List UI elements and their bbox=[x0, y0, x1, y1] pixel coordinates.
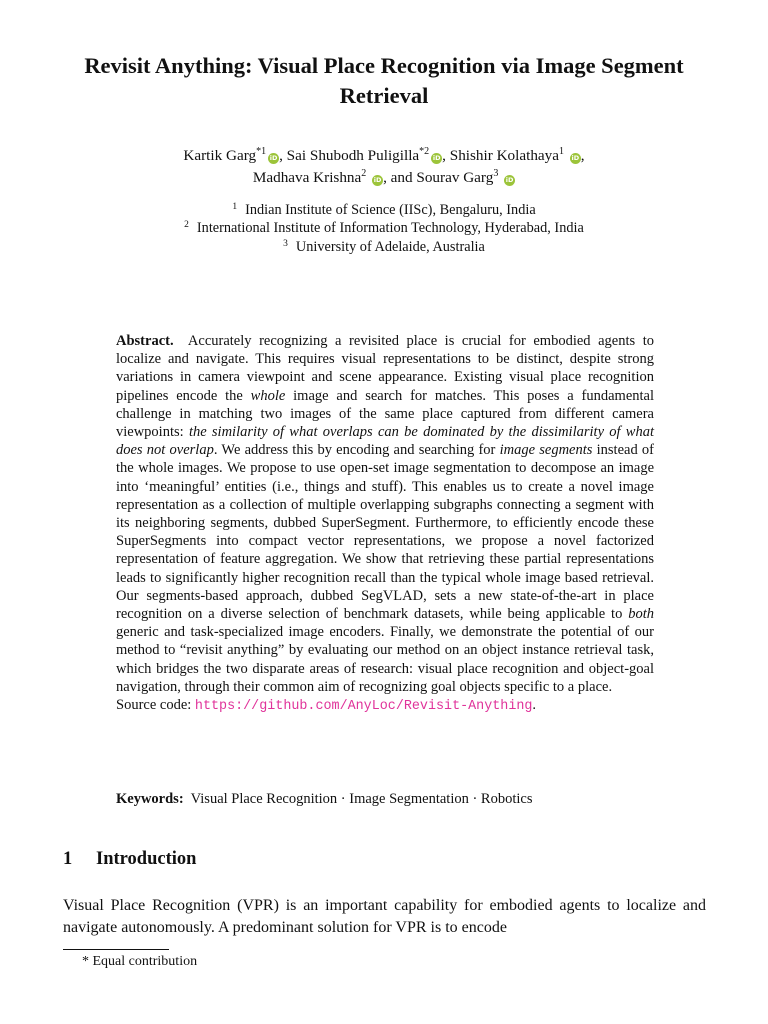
author-list bbox=[40, 145, 728, 189]
affiliation-number: 2 bbox=[184, 220, 189, 231]
abstract-emphasis: the similarity of what overlaps can be dominated by the dissimilarity of what does not overlap bbox=[116, 424, 655, 459]
affiliation-text: International Institute of Information Technology, Hyderabad, India bbox=[196, 220, 584, 237]
affiliation-number: 1 bbox=[232, 202, 238, 212]
author-mark: *1 bbox=[256, 146, 267, 157]
abstract-text: Accurately recognizing a revisited place is crucial for embodied agents to localize and navigate. This requires visual representations to be distinct, despite strong variations in camera viewpoint and scene appearance. Existing visual place recognition pipelines encode the bbox=[116, 333, 654, 404]
affiliation-2 bbox=[40, 219, 728, 237]
abstract-text: . We address this by encoding and searching for bbox=[213, 442, 500, 459]
author-sai-shubodh-puligilla bbox=[287, 147, 442, 164]
author-sourav-garg bbox=[416, 169, 515, 186]
abstract-text: image and search for matches. This poses a fundamental challenge in matching two images of the same place captured from different camera viewpoints: bbox=[116, 387, 654, 441]
keywords bbox=[116, 790, 654, 808]
affiliation-list bbox=[40, 201, 728, 256]
author-separator: , and bbox=[383, 169, 417, 186]
affiliation-3 bbox=[40, 238, 728, 256]
abstract-label: Abstract. bbox=[116, 333, 174, 349]
author-name: Shishir Kolathaya bbox=[449, 147, 559, 164]
abstract-emphasis: both bbox=[628, 606, 654, 623]
orcid-icon[interactable]: iD bbox=[373, 176, 382, 184]
affiliation-1 bbox=[40, 201, 728, 219]
footnote-equal-contribution: * Equal contribution bbox=[82, 954, 198, 969]
affiliation-text: University of Adelaide, Australia bbox=[295, 238, 485, 255]
author-mark: *2 bbox=[419, 146, 430, 157]
abstract-text: generic and task-specialized image encoders. Finally, we demonstrate the potential of our method to “revisit anything” by evaluating our method on an object instance retrieval task, which bridges the two disparate areas of research: visual place recognition and object-goal navigation, through their common aim of recognizing goal objects specific to a place. bbox=[116, 624, 654, 695]
author-kartik-garg bbox=[183, 147, 279, 164]
orcid-icon[interactable]: iD bbox=[269, 154, 278, 162]
footnote-divider bbox=[63, 949, 169, 950]
keywords-label: Keywords: bbox=[116, 791, 184, 807]
author-separator: , bbox=[279, 147, 287, 164]
source-code-link[interactable]: https://github.com/AnyLoc/Revisit-Anything bbox=[194, 699, 533, 715]
author-madhava-krishna bbox=[253, 169, 383, 186]
author-mark: 1 bbox=[559, 146, 564, 157]
orcid-icon[interactable]: iD bbox=[571, 154, 580, 162]
abstract-emphasis: image segments bbox=[499, 442, 593, 459]
keywords-text: Visual Place Recognition · Image Segmentation · Robotics bbox=[190, 791, 533, 807]
section-heading-introduction bbox=[63, 846, 196, 872]
abstract-emphasis: whole bbox=[250, 387, 286, 404]
source-code-end: . bbox=[532, 697, 537, 714]
author-name: Sai Shubodh Puligilla bbox=[286, 147, 420, 164]
author-shishir-kolathaya bbox=[450, 147, 581, 164]
affiliation-text: Indian Institute of Science (IISc), Bengaluru, India bbox=[245, 202, 536, 218]
introduction-paragraph: Visual Place Recognition (VPR) is an important capability for embodied agents to localize and navigate autonomously. A predominant solution for VPR is to encode bbox=[63, 897, 706, 936]
section-number: 1 bbox=[63, 849, 73, 869]
orcid-icon[interactable]: iD bbox=[432, 154, 441, 162]
author-mark: 3 bbox=[493, 168, 499, 179]
author-name: Kartik Garg bbox=[183, 147, 257, 164]
author-name: Sourav Garg bbox=[416, 169, 494, 186]
author-name: Madhava Krishna bbox=[252, 169, 362, 186]
source-code-label: Source code: bbox=[116, 697, 195, 714]
section-title: Introduction bbox=[96, 849, 197, 869]
affiliation-number: 3 bbox=[283, 238, 288, 249]
author-separator: , bbox=[442, 147, 450, 164]
paper-title: Revisit Anything: Visual Place Recognition via Image Segment Retrieval bbox=[84, 53, 684, 108]
author-separator: , bbox=[580, 147, 585, 164]
author-mark: 2 bbox=[361, 168, 367, 179]
abstract bbox=[116, 332, 654, 716]
abstract-text: instead of the whole images. We propose to use open-set image segmentation to decompose an image into ‘meaningful’ entities (i.e., things and stuff). This enables us to create a novel image representation as a collection of multiple overlapping subgraphs connecting a segment with its neighboring segments, dubbed SuperSegment. Furthermore, to efficiently encode these SuperSegments into compact vector representations, we propose a novel factorized representation of feature aggregation. We show that retrieving these partial representations leads to significantly higher recognition recall than the typical whole image based retrieval. Our segments-based approach, dubbed SegVLAD, sets a new state-of-the-art in place recognition on a diverse selection of benchmark datasets, while being applicable to bbox=[116, 442, 655, 623]
orcid-icon[interactable]: iD bbox=[505, 176, 514, 184]
